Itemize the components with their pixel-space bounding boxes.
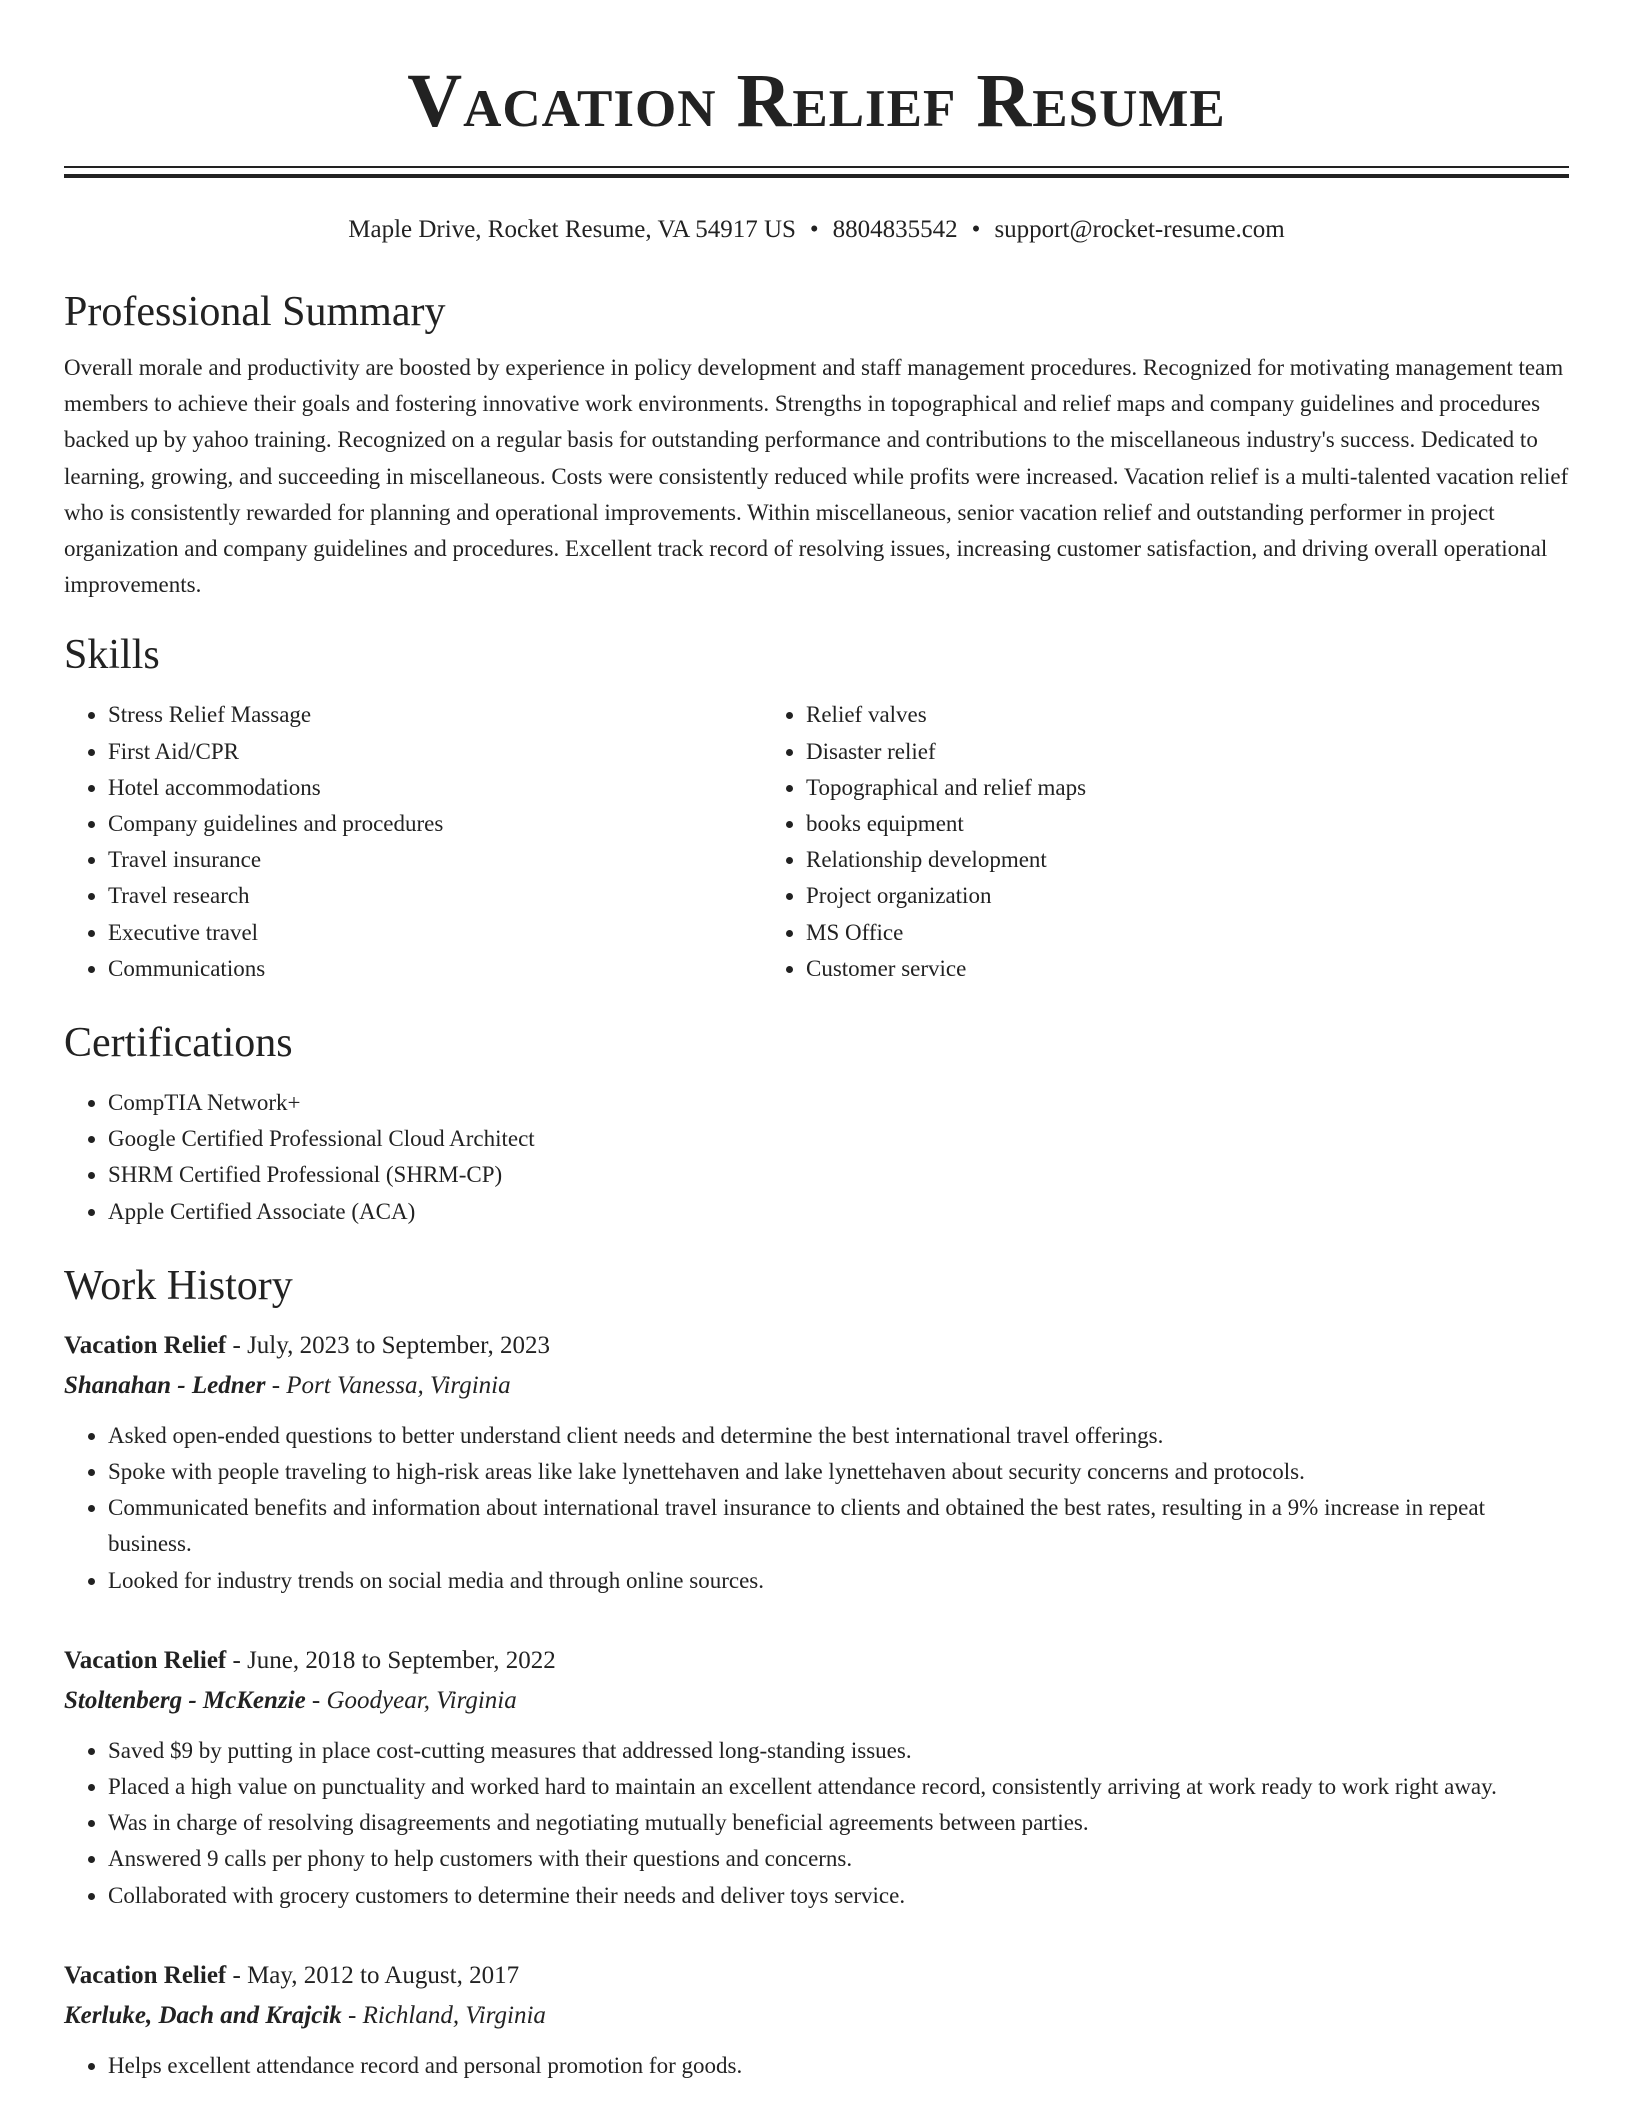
skill-item: • Communications (108, 951, 762, 987)
contact-separator: • (809, 216, 819, 243)
summary-heading: Professional Summary (64, 289, 446, 335)
contact-separator: • (971, 216, 981, 243)
job-bullets (64, 1418, 1569, 1599)
skills-columns (64, 697, 1569, 987)
job-entry (64, 1326, 1569, 1599)
job-dates: - July, 2023 to September, 2023 (226, 1331, 550, 1359)
job-bullet: • Communicated benefits and information about international travel insurance to clients and obtained the best rates, resulting in a 9% increase in repeat business. (108, 1490, 1569, 1562)
title-rule-thick (64, 174, 1569, 178)
certification-item: • CompTIA Network+ (108, 1085, 1569, 1121)
contact-address: Maple Drive, Rocket Resume, VA 54917 US (348, 216, 796, 243)
skill-item: • Project organization (806, 878, 1504, 914)
skills-heading: Skills (64, 632, 160, 679)
contact-phone: 8804835542 (832, 216, 958, 243)
skills-list-left (64, 697, 762, 987)
job-bullet: • Saved $9 by putting in place cost-cutting measures that addressed long-standing issues. (108, 1733, 1569, 1769)
job-bullet: • Spoke with people traveling to high-risk areas like lake lynettehaven and lake lynettehaven about security concerns and protocols. (108, 1454, 1569, 1490)
work-history-heading: Work History (64, 1262, 293, 1309)
skill-item: • Company guidelines and procedures (108, 806, 762, 842)
skill-item: • Stress Relief Massage (108, 697, 762, 733)
skill-item: • Topographical and relief maps (806, 770, 1504, 806)
summary-text: Overall morale and productivity are boosted by experience in policy development and staff management procedures. Recognized for motivating management team members to achieve their goals and fostering innovative work environments. Strengths in topographical and relief maps and company guidelines and procedures backed up by yahoo training. Recognized on a regular basis for outstanding performance and contributions to the miscellaneous industry's success. Dedicated to learning, growing, and succeeding in miscellaneous. Costs were consistently reduced while profits were increased. Vacation relief is a multi-talented vacation relief who is consistently rewarded for planning and operational improvements. Within miscellaneous, senior vacation relief and outstanding performer in project organization and company guidelines and procedures. Excellent track record of resolving issues, increasing customer satisfaction, and driving overall operational improvements. (64, 355, 1569, 598)
job-company: Stoltenberg - McKenzie (64, 1686, 306, 1714)
skill-item: • Travel research (108, 878, 762, 914)
job-role: Vacation Relief (64, 1331, 227, 1359)
certification-item: • SHRM Certified Professional (SHRM-CP) (108, 1157, 1569, 1193)
job-bullet: • Answered 9 calls per phony to help customers with their questions and concerns. (108, 1841, 1569, 1877)
skill-item: • First Aid/CPR (108, 734, 762, 770)
job-company-line (64, 1996, 1569, 2036)
contact-line (64, 214, 1569, 246)
job-title-line (64, 1956, 1569, 1996)
job-company-line (64, 1681, 1569, 1721)
job-bullet: • Looked for industry trends on social media and through online sources. (108, 1563, 1569, 1599)
job-bullets (64, 1733, 1569, 1914)
skill-item: • Relief valves (806, 697, 1504, 733)
job-entry (64, 1641, 1569, 1914)
job-bullet: • Placed a high value on punctuality and worked hard to maintain an excellent attendance record, consistently arriving at work ready to work right away. (108, 1769, 1569, 1805)
job-company: Shanahan - Ledner (64, 1371, 266, 1399)
job-bullet: • Collaborated with grocery customers to determine their needs and deliver toys service. (108, 1878, 1569, 1914)
resume-page (64, 0, 1569, 2084)
job-location: - Goodyear, Virginia (305, 1686, 517, 1714)
job-title-line (64, 1326, 1569, 1366)
job-dates: - June, 2018 to September, 2022 (226, 1646, 556, 1674)
job-location: - Port Vanessa, Virginia (265, 1371, 511, 1399)
job-company-line (64, 1366, 1569, 1406)
certifications-heading: Certifications (64, 1020, 293, 1067)
job-title-line (64, 1641, 1569, 1681)
job-role: Vacation Relief (64, 1646, 227, 1674)
skills-list-right (762, 697, 1504, 987)
skill-item: • books equipment (806, 806, 1504, 842)
skill-item: • Customer service (806, 951, 1504, 987)
skill-item: • Executive travel (108, 915, 762, 951)
contact-email: support@rocket-resume.com (994, 216, 1285, 243)
certification-item: • Google Certified Professional Cloud Architect (108, 1121, 1569, 1157)
job-dates: - May, 2012 to August, 2017 (226, 1961, 520, 1989)
certifications-list (64, 1085, 1569, 1230)
job-bullets (64, 2048, 1569, 2084)
resume-title: Vacation Relief Resume (407, 59, 1226, 143)
job-company: Kerluke, Dach and Krajcik (64, 2001, 342, 2029)
job-location: - Richland, Virginia (341, 2001, 546, 2029)
certification-item: • Apple Certified Associate (ACA) (108, 1194, 1569, 1230)
skill-item: • Relationship development (806, 842, 1504, 878)
job-role: Vacation Relief (64, 1961, 227, 1989)
job-bullet: • Asked open-ended questions to better understand client needs and determine the best international travel offerings. (108, 1418, 1569, 1454)
skill-item: • MS Office (806, 915, 1504, 951)
job-entry (64, 1956, 1569, 2084)
job-bullet: • Helps excellent attendance record and personal promotion for goods. (108, 2048, 1569, 2084)
title-rule-thin (64, 166, 1569, 168)
skill-item: • Travel insurance (108, 842, 762, 878)
job-bullet: • Was in charge of resolving disagreements and negotiating mutually beneficial agreements between parties. (108, 1805, 1569, 1841)
skill-item: • Hotel accommodations (108, 770, 762, 806)
skill-item: • Disaster relief (806, 734, 1504, 770)
